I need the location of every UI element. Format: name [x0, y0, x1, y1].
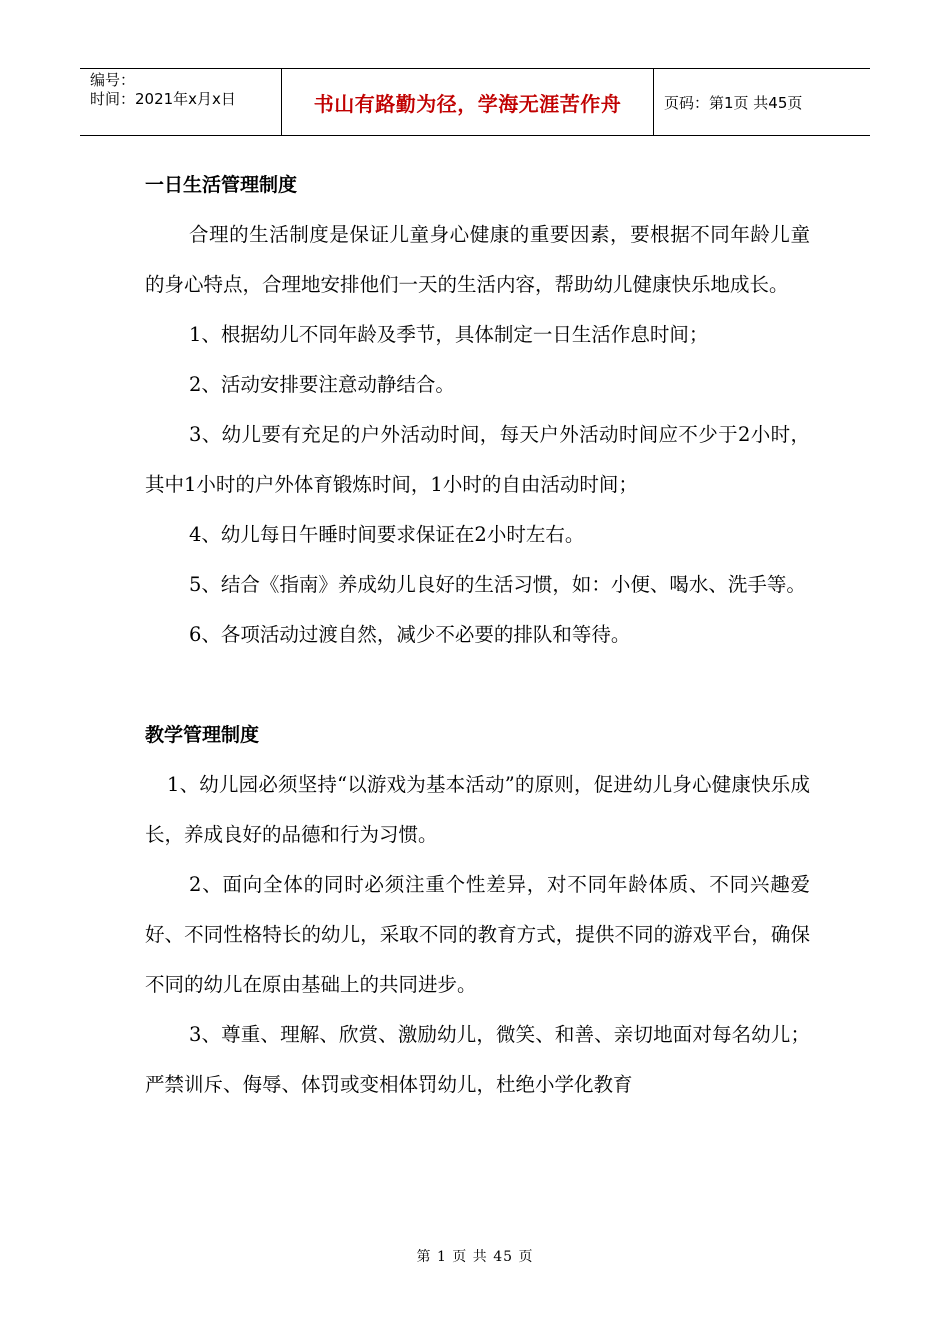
- paragraph: 合理的生活制度是保证儿童身心健康的重要因素，要根据不同年龄儿童的身心特点，合理地安排他们一天的生活内容，帮助幼儿健康快乐地成长。: [145, 223, 810, 296]
- list-item: 1、幼儿园必须坚持“以游戏为基本活动”的原则，促进幼儿身心健康快乐成长，养成良好的品德和行为习惯。: [145, 773, 810, 846]
- motto-text: 书山有路勤为径，学海无涯苦作舟: [313, 91, 622, 116]
- document-body: [145, 160, 810, 1110]
- code-label: 编号：: [90, 71, 136, 89]
- section-title-teaching: 教学管理制度: [145, 724, 260, 746]
- time-label: 时间：2021年x月x日: [90, 90, 236, 108]
- list-item: 2、活动安排要注意动静结合。: [189, 373, 455, 396]
- list-item: 6、各项活动过渡自然，减少不必要的排队和等待。: [189, 623, 631, 646]
- list-item: 2、面向全体的同时必须注重个性差异，对不同年龄体质、不同兴趣爱好、不同性格特长的幼儿，采取不同的教育方式，提供不同的游戏平台，确保不同的幼儿在原由基础上的共同进步。: [145, 873, 810, 996]
- list-item: 3、幼儿要有充足的户外活动时间，每天户外活动时间应不少于2小时，其中1小时的户外体育锻炼时间，1小时的自由活动时间；: [145, 423, 810, 496]
- header-page-cell: [654, 69, 870, 135]
- list-item: 4、幼儿每日午睡时间要求保证在2小时左右。: [189, 523, 585, 546]
- list-item: 3、尊重、理解、欣赏、激励幼儿，微笑、和善、亲切地面对每名幼儿；严禁训斥、侮辱、体罚或变相体罚幼儿，杜绝小学化教育: [145, 1023, 810, 1096]
- page-footer: 第 1 页 共 45 页: [416, 1249, 534, 1265]
- header-meta-cell: [80, 69, 282, 135]
- section-title-daily-life: 一日生活管理制度: [145, 174, 298, 196]
- list-item: 5、结合《指南》养成幼儿良好的生活习惯，如：小便、喝水、洗手等。: [189, 573, 806, 596]
- list-item: 1、根据幼儿不同年龄及季节，具体制定一日生活作息时间；: [189, 323, 709, 346]
- page-info: 页码：第1页 共45页: [664, 93, 803, 112]
- header-motto-cell: [282, 69, 654, 135]
- document-header: [80, 68, 870, 136]
- section-spacer: [145, 660, 810, 710]
